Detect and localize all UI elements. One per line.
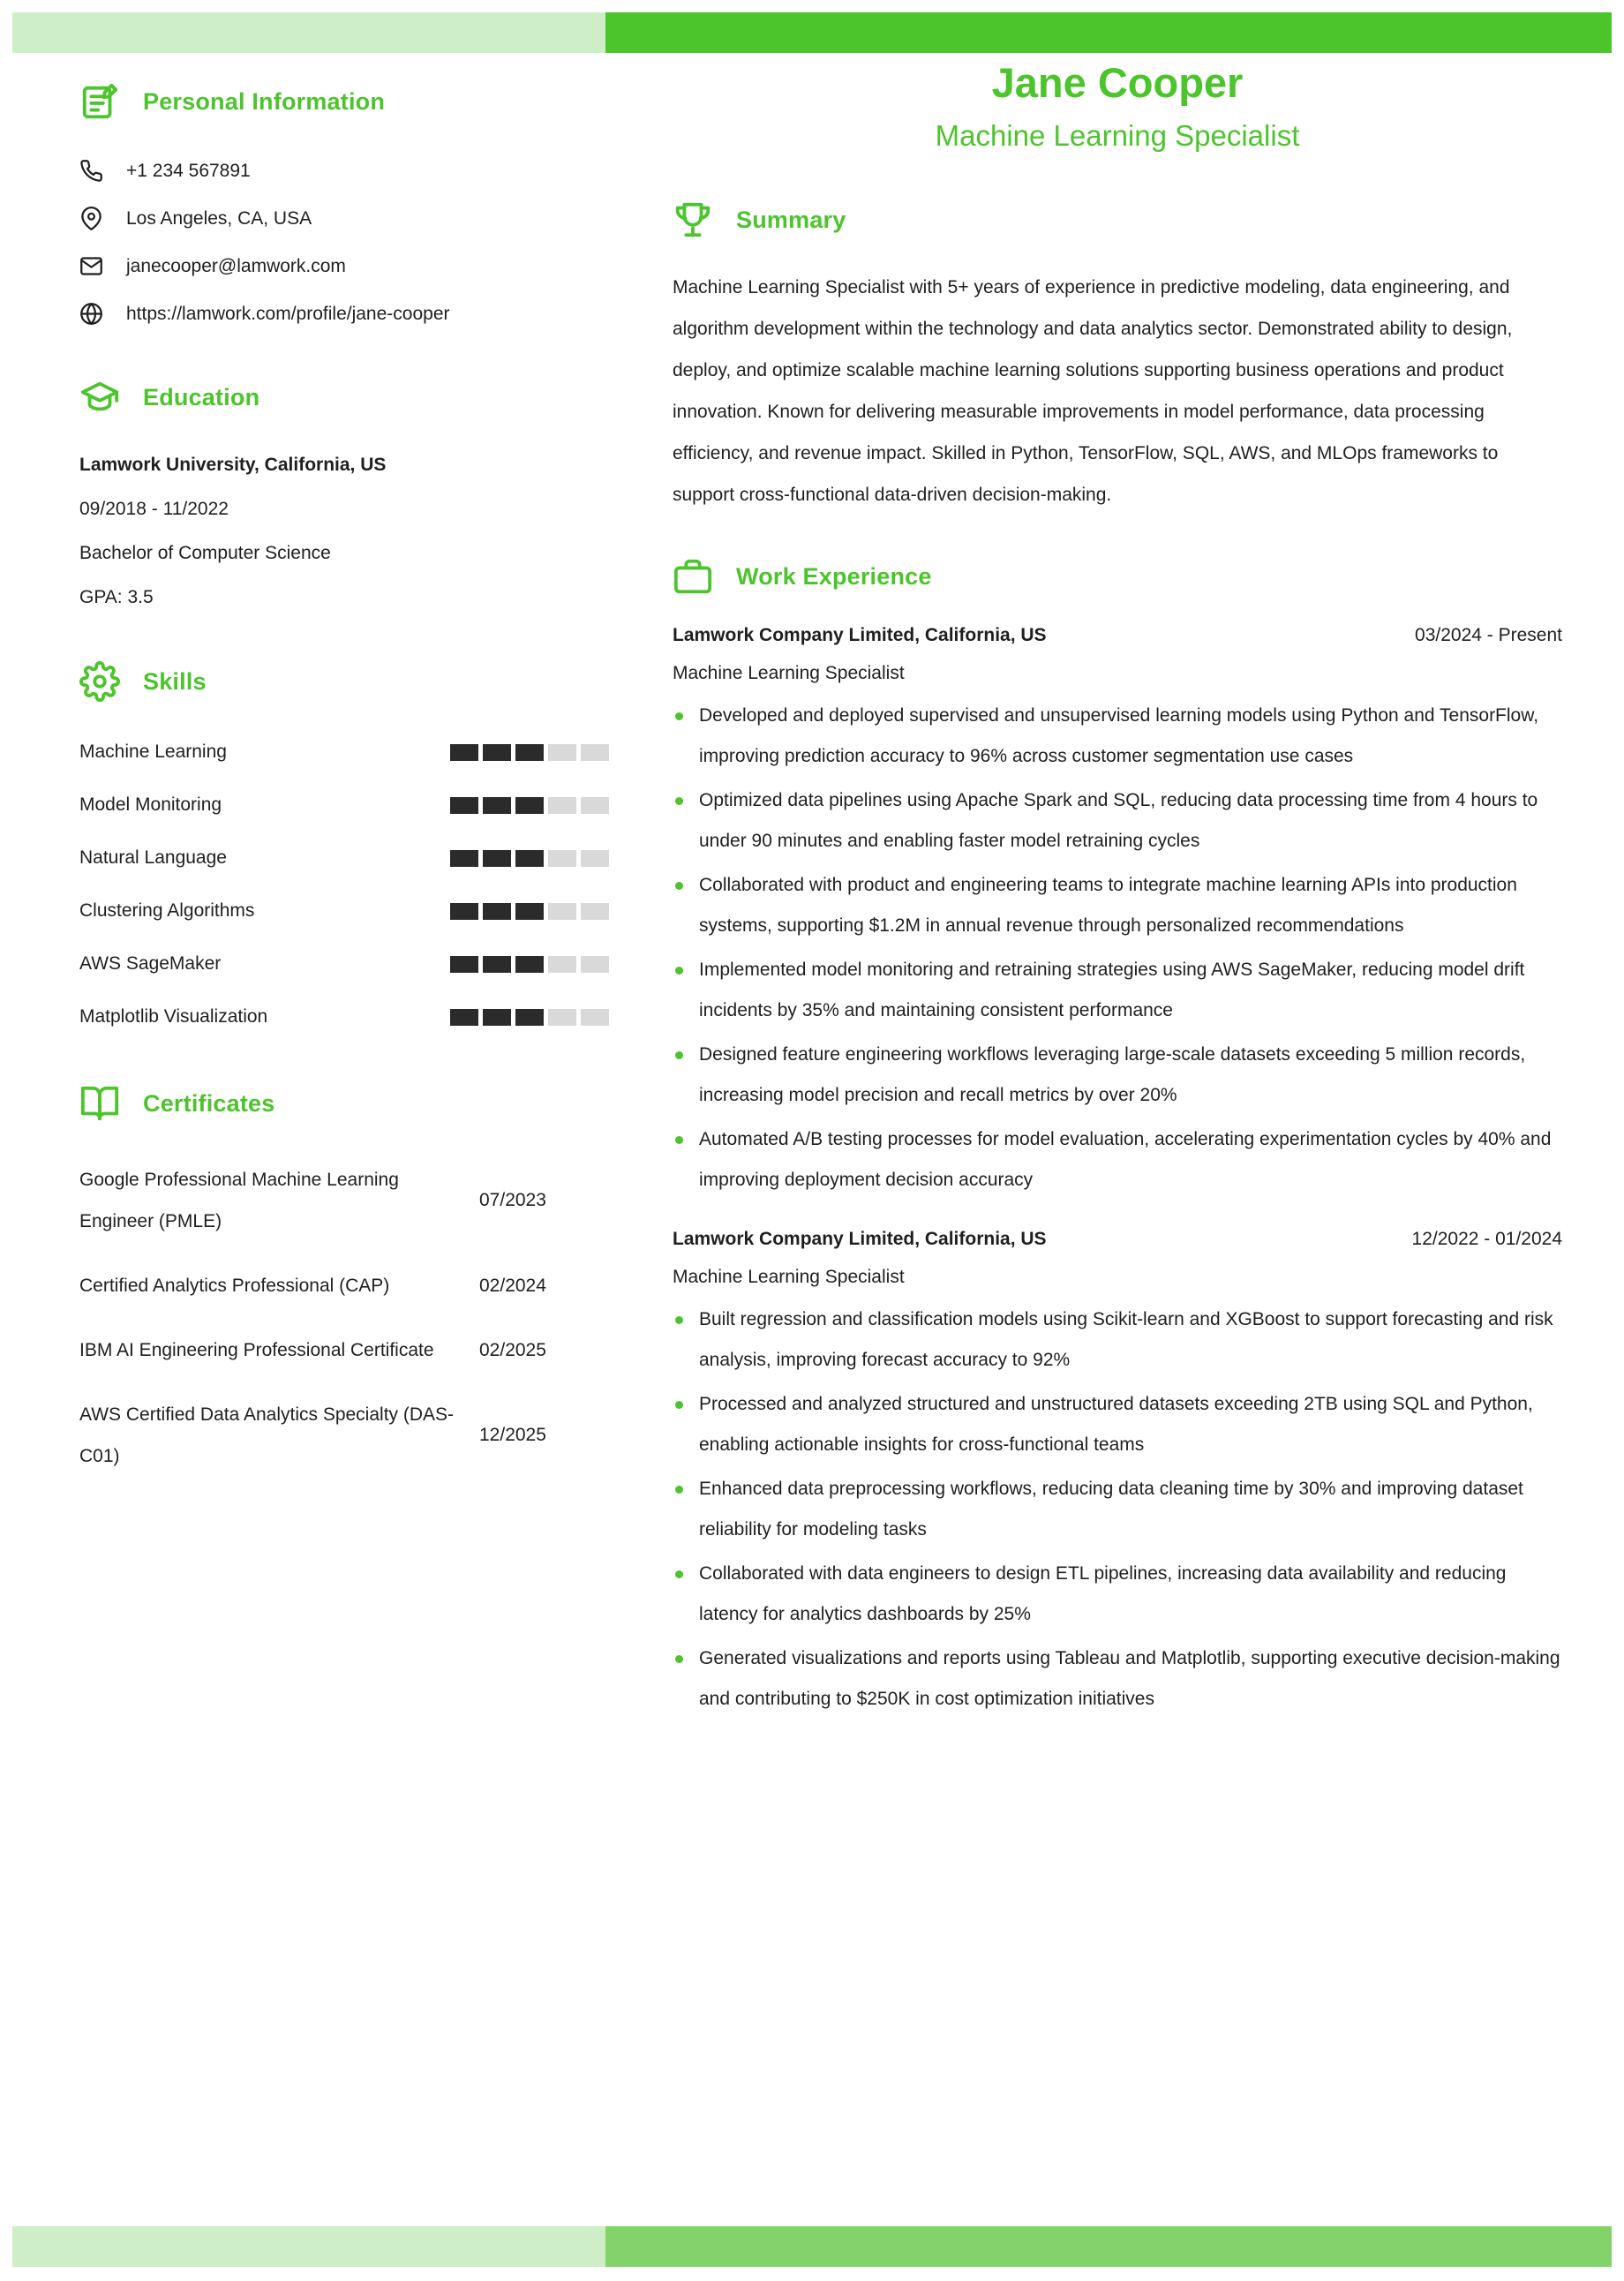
contact-row-location bbox=[79, 207, 609, 230]
education-body bbox=[79, 453, 609, 610]
skill-level-segment bbox=[548, 1009, 576, 1026]
contact-row-phone bbox=[79, 159, 609, 183]
skill-level-segment bbox=[515, 903, 544, 920]
contact-list bbox=[79, 159, 609, 326]
job-bullet: Built regression and classification models using Scikit-learn and XGBoost to support forecasting and risk analysis, improving forecast accuracy to 92% bbox=[673, 1299, 1562, 1381]
summary-section bbox=[673, 199, 1562, 516]
job-bullet: Enhanced data preprocessing workflows, reducing data cleaning time by 30% and improving dataset reliability for modeling tasks bbox=[673, 1469, 1562, 1550]
skill-level-segment bbox=[483, 956, 511, 973]
skill-name: Machine Learning bbox=[79, 742, 227, 762]
certificates-list bbox=[79, 1159, 609, 1477]
work-experience-heading: Work Experience bbox=[736, 562, 932, 590]
skill-name: Model Monitoring bbox=[79, 794, 222, 815]
job-bullet: Collaborated with data engineers to design ETL pipelines, increasing data availability and reducing latency for analytics dashboards by 25% bbox=[673, 1554, 1562, 1635]
certificate-row bbox=[79, 1159, 609, 1242]
skills-list bbox=[79, 737, 609, 1032]
briefcase-icon bbox=[673, 556, 713, 597]
skill-level-segment bbox=[483, 850, 511, 867]
skill-level-segment bbox=[581, 956, 609, 973]
personal-info-header bbox=[79, 81, 609, 122]
email-icon bbox=[79, 254, 103, 278]
skill-row bbox=[79, 843, 609, 873]
education-section bbox=[79, 377, 609, 610]
skill-row bbox=[79, 1002, 609, 1032]
skill-level-segment bbox=[548, 797, 576, 814]
certificate-name: Certified Analytics Professional (CAP) bbox=[79, 1276, 390, 1296]
skill-level-segment bbox=[548, 903, 576, 920]
skills-heading: Skills bbox=[143, 667, 207, 695]
education-degree: Bachelor of Computer Science bbox=[79, 543, 331, 563]
skill-level-segment bbox=[515, 797, 544, 814]
bottom-bar-accent-segment bbox=[605, 2226, 1612, 2267]
job-bullet: Generated visualizations and reports using Tableau and Matplotlib, supporting executive decision-making and contributing to $250K in cost optimization initiatives bbox=[673, 1638, 1562, 1720]
skill-level-segment bbox=[483, 1009, 511, 1026]
website-url: https://lamwork.com/profile/jane-cooper bbox=[126, 303, 450, 324]
job-dates: 03/2024 - Present bbox=[1415, 625, 1562, 645]
skill-level-segment bbox=[515, 956, 544, 973]
personal-info-heading: Personal Information bbox=[143, 87, 386, 115]
skill-level-segment bbox=[483, 797, 511, 814]
skill-level-segment bbox=[515, 850, 544, 867]
skill-level-bar bbox=[450, 956, 609, 973]
trophy-icon bbox=[673, 199, 713, 240]
person-name: Jane Cooper bbox=[991, 59, 1244, 106]
skill-level-segment bbox=[483, 744, 511, 761]
skill-level-segment bbox=[515, 744, 544, 761]
certificate-row bbox=[79, 1265, 609, 1306]
skill-row bbox=[79, 949, 609, 979]
notepad-icon bbox=[79, 81, 120, 122]
certificate-name: AWS Certified Data Analytics Specialty (DAS-C01) bbox=[79, 1404, 455, 1466]
skill-level-bar bbox=[450, 850, 609, 867]
top-bar-pale-segment bbox=[12, 12, 605, 53]
location-text: Los Angeles, CA, USA bbox=[126, 207, 312, 229]
personal-info-section bbox=[79, 81, 609, 326]
person-title: Machine Learning Specialist bbox=[935, 119, 1300, 152]
bottom-bar-pale-segment bbox=[12, 2226, 605, 2267]
skill-level-segment bbox=[450, 1009, 478, 1026]
job-role: Machine Learning Specialist bbox=[673, 1267, 905, 1287]
job-role: Machine Learning Specialist bbox=[673, 663, 905, 683]
skills-header bbox=[79, 661, 609, 702]
skill-row bbox=[79, 896, 609, 926]
skill-row bbox=[79, 737, 609, 767]
globe-icon bbox=[79, 302, 103, 326]
certificate-date: 07/2023 bbox=[479, 1190, 546, 1210]
skill-level-segment bbox=[450, 956, 478, 973]
skills-section bbox=[79, 661, 609, 1032]
skill-level-bar bbox=[450, 1009, 609, 1026]
top-bar-accent-segment bbox=[605, 12, 1612, 53]
certificate-name: Google Professional Machine Learning Engineer (PMLE) bbox=[79, 1170, 399, 1231]
top-decoration-bar bbox=[12, 12, 1612, 53]
contact-row-website bbox=[79, 302, 609, 326]
skill-level-segment bbox=[450, 744, 478, 761]
work-experience-header bbox=[673, 556, 1562, 597]
job-bullet: Developed and deployed supervised and unsupervised learning models using Python and TensorFlow, improving prediction accuracy to 96% across customer segmentation use cases bbox=[673, 696, 1562, 777]
phone-number: +1 234 567891 bbox=[126, 160, 251, 181]
education-header bbox=[79, 377, 609, 418]
summary-heading: Summary bbox=[736, 206, 846, 233]
education-heading: Education bbox=[143, 383, 260, 410]
phone-icon bbox=[79, 159, 103, 183]
job-entry bbox=[673, 1229, 1562, 1720]
right-column bbox=[673, 58, 1562, 1723]
certificates-heading: Certificates bbox=[143, 1089, 275, 1117]
skill-name: Matplotlib Visualization bbox=[79, 1006, 268, 1027]
skill-name: Natural Language bbox=[79, 847, 227, 868]
skill-name: Clustering Algorithms bbox=[79, 900, 255, 921]
gear-icon bbox=[79, 661, 120, 702]
skill-level-segment bbox=[581, 744, 609, 761]
contact-row-email bbox=[79, 254, 609, 278]
education-dates: 09/2018 - 11/2022 bbox=[79, 499, 229, 519]
work-experience-section bbox=[673, 556, 1562, 1720]
open-book-icon bbox=[79, 1083, 120, 1124]
skill-level-segment bbox=[548, 956, 576, 973]
skill-level-segment bbox=[548, 850, 576, 867]
job-header bbox=[673, 625, 1562, 646]
skill-level-bar bbox=[450, 797, 609, 814]
skill-level-segment bbox=[450, 850, 478, 867]
location-icon bbox=[79, 207, 103, 230]
skill-row bbox=[79, 790, 609, 820]
skill-level-segment bbox=[581, 797, 609, 814]
job-company: Lamwork Company Limited, California, US bbox=[673, 625, 1047, 645]
job-entry bbox=[673, 625, 1562, 1201]
job-bullet: Processed and analyzed structured and unstructured datasets exceeding 2TB using SQL and Python, enabling actionable insights for cross-functional teams bbox=[673, 1384, 1562, 1465]
job-bullet: Optimized data pipelines using Apache Spark and SQL, reducing data processing time from 4 hours to under 90 minutes and enabling faster model retraining cycles bbox=[673, 780, 1562, 862]
left-column bbox=[79, 58, 609, 1723]
bottom-decoration-bar bbox=[12, 2226, 1612, 2267]
skill-level-segment bbox=[581, 903, 609, 920]
graduation-cap-icon bbox=[79, 377, 120, 418]
certificates-section bbox=[79, 1083, 609, 1477]
skill-level-segment bbox=[581, 850, 609, 867]
certificate-row bbox=[79, 1394, 609, 1477]
skill-name: AWS SageMaker bbox=[79, 953, 222, 974]
skill-level-segment bbox=[548, 744, 576, 761]
skill-level-segment bbox=[450, 903, 478, 920]
skill-level-bar bbox=[450, 744, 609, 761]
job-bullet: Automated A/B testing processes for model evaluation, accelerating experimentation cycles by 40% and improving deployment decision accuracy bbox=[673, 1119, 1562, 1201]
certificate-date: 12/2025 bbox=[479, 1425, 546, 1445]
job-bullet-list bbox=[673, 696, 1562, 1201]
certificate-date: 02/2024 bbox=[479, 1275, 546, 1296]
skill-level-bar bbox=[450, 903, 609, 920]
job-company: Lamwork Company Limited, California, US bbox=[673, 1229, 1047, 1249]
job-dates: 12/2022 - 01/2024 bbox=[1411, 1229, 1562, 1249]
skill-level-segment bbox=[450, 797, 478, 814]
certificate-name: IBM AI Engineering Professional Certificate bbox=[79, 1340, 434, 1360]
skill-level-segment bbox=[581, 1009, 609, 1026]
skill-level-segment bbox=[483, 903, 511, 920]
job-bullet-list bbox=[673, 1299, 1562, 1720]
job-bullet: Implemented model monitoring and retraining strategies using AWS SageMaker, reducing model drift incidents by 35% and maintaining consistent performance bbox=[673, 950, 1562, 1031]
education-gpa: GPA: 3.5 bbox=[79, 587, 154, 607]
certificate-row bbox=[79, 1329, 609, 1371]
job-bullet: Designed feature engineering workflows leveraging large-scale datasets exceeding 5 million records, increasing model precision and recall metrics by over 20% bbox=[673, 1035, 1562, 1116]
certificate-date: 02/2025 bbox=[479, 1339, 546, 1360]
certificates-header bbox=[79, 1083, 609, 1124]
summary-header bbox=[673, 199, 1562, 240]
email-text: janecooper@lamwork.com bbox=[126, 255, 346, 276]
summary-text: Machine Learning Specialist with 5+ years of experience in predictive modeling, data engineering, and algorithm development within the technology and data analytics sector. Demonstrated ability to design, deploy, and optimize scalable machine learning solutions supporting business operations and product innovation. Known for delivering measurable improvements in model performance, data processing efficiency, and revenue impact. Skilled in Python, TensorFlow, SQL, AWS, and MLOps frameworks to support cross-functional data-driven decision-making. bbox=[673, 277, 1513, 505]
job-bullet: Collaborated with product and engineering teams to integrate machine learning APIs into production systems, supporting $1.2M in annual revenue through personalized recommendations bbox=[673, 865, 1562, 946]
job-header bbox=[673, 1229, 1562, 1250]
skill-level-segment bbox=[515, 1009, 544, 1026]
education-school: Lamwork University, California, US bbox=[79, 455, 387, 475]
